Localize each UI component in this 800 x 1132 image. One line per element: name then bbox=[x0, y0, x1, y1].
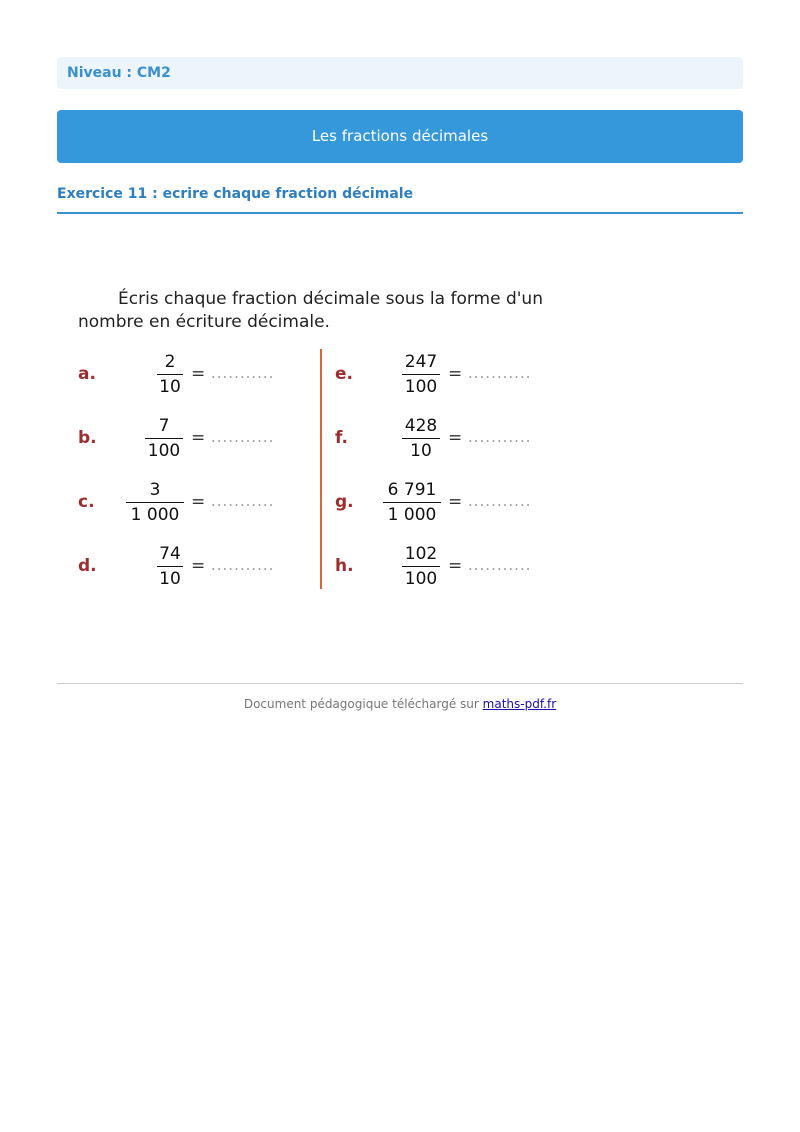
equals-sign: = bbox=[191, 428, 206, 448]
fraction bbox=[386, 543, 456, 590]
answer-blank[interactable]: ........... bbox=[468, 428, 532, 446]
item-letter: e. bbox=[335, 364, 353, 384]
exercise-item-h bbox=[335, 543, 580, 593]
answer-blank[interactable]: ........... bbox=[468, 364, 532, 382]
answer-blank[interactable]: ........... bbox=[211, 556, 275, 574]
fraction bbox=[386, 351, 456, 398]
fraction-bar bbox=[383, 502, 441, 503]
fraction bbox=[377, 479, 447, 526]
answer-blank[interactable]: ........... bbox=[468, 556, 532, 574]
equals-sign: = bbox=[191, 492, 206, 512]
answer-blank[interactable]: ........... bbox=[211, 428, 275, 446]
exercise-title: Exercice 11 : ecrire chaque fraction décimale bbox=[57, 186, 743, 214]
item-letter: c. bbox=[78, 492, 95, 512]
footer-link[interactable]: maths-pdf.fr bbox=[482, 697, 557, 711]
fraction-denominator: 1 000 bbox=[387, 505, 437, 525]
fraction-numerator: 7 bbox=[158, 416, 170, 436]
item-letter: h. bbox=[335, 556, 354, 576]
fraction-denominator: 10 bbox=[410, 441, 432, 461]
fraction bbox=[386, 415, 456, 462]
fraction-denominator: 100 bbox=[147, 441, 181, 461]
lesson-banner: Les fractions décimales bbox=[57, 110, 743, 163]
item-letter: g. bbox=[335, 492, 354, 512]
fraction bbox=[120, 479, 190, 526]
fraction-numerator: 74 bbox=[159, 544, 181, 564]
answer-blank[interactable]: ........... bbox=[468, 492, 532, 510]
exercise-item-a bbox=[78, 351, 318, 401]
item-letter: d. bbox=[78, 556, 97, 576]
fraction-bar bbox=[402, 374, 440, 375]
exercise-item-b bbox=[78, 415, 318, 465]
footer-text: Document pédagogique téléchargé sur bbox=[243, 697, 479, 711]
fraction bbox=[129, 415, 199, 462]
level-badge: Niveau : CM2 bbox=[57, 57, 743, 89]
exercise-item-e bbox=[335, 351, 580, 401]
footer-divider bbox=[57, 683, 743, 684]
fraction-bar bbox=[402, 438, 440, 439]
fraction-denominator: 100 bbox=[404, 377, 438, 397]
footer bbox=[0, 697, 800, 711]
item-letter: a. bbox=[78, 364, 96, 384]
fraction-denominator: 100 bbox=[404, 569, 438, 589]
fraction-denominator: 10 bbox=[159, 569, 181, 589]
item-letter: b. bbox=[78, 428, 97, 448]
equals-sign: = bbox=[448, 364, 463, 384]
exercise-figure bbox=[60, 280, 580, 600]
fraction-bar bbox=[157, 566, 183, 567]
equals-sign: = bbox=[191, 364, 206, 384]
exercise-item-f bbox=[335, 415, 580, 465]
fraction-numerator: 247 bbox=[404, 352, 438, 372]
equals-sign: = bbox=[448, 492, 463, 512]
fraction-numerator: 6 791 bbox=[387, 480, 437, 500]
exercise-instruction: Écris chaque fraction décimale sous la forme d'un nombre en écriture décimale. bbox=[78, 289, 543, 332]
column-divider bbox=[320, 349, 322, 589]
equals-sign: = bbox=[448, 556, 463, 576]
answer-blank[interactable]: ........... bbox=[211, 492, 275, 510]
fraction-numerator: 102 bbox=[404, 544, 438, 564]
equals-sign: = bbox=[448, 428, 463, 448]
fraction-numerator: 2 bbox=[164, 352, 176, 372]
fraction-denominator: 10 bbox=[159, 377, 181, 397]
fraction-bar bbox=[145, 438, 183, 439]
exercise-item-g bbox=[335, 479, 580, 529]
exercise-item-d bbox=[78, 543, 318, 593]
equals-sign: = bbox=[191, 556, 206, 576]
answer-blank[interactable]: ........... bbox=[211, 364, 275, 382]
fraction-denominator: 1 000 bbox=[130, 505, 180, 525]
item-letter: f. bbox=[335, 428, 348, 448]
fraction-bar bbox=[126, 502, 184, 503]
exercise-item-c bbox=[78, 479, 318, 529]
fraction-bar bbox=[157, 374, 183, 375]
fraction-numerator: 428 bbox=[404, 416, 438, 436]
fraction-numerator: 3 bbox=[149, 480, 161, 500]
fraction-bar bbox=[402, 566, 440, 567]
